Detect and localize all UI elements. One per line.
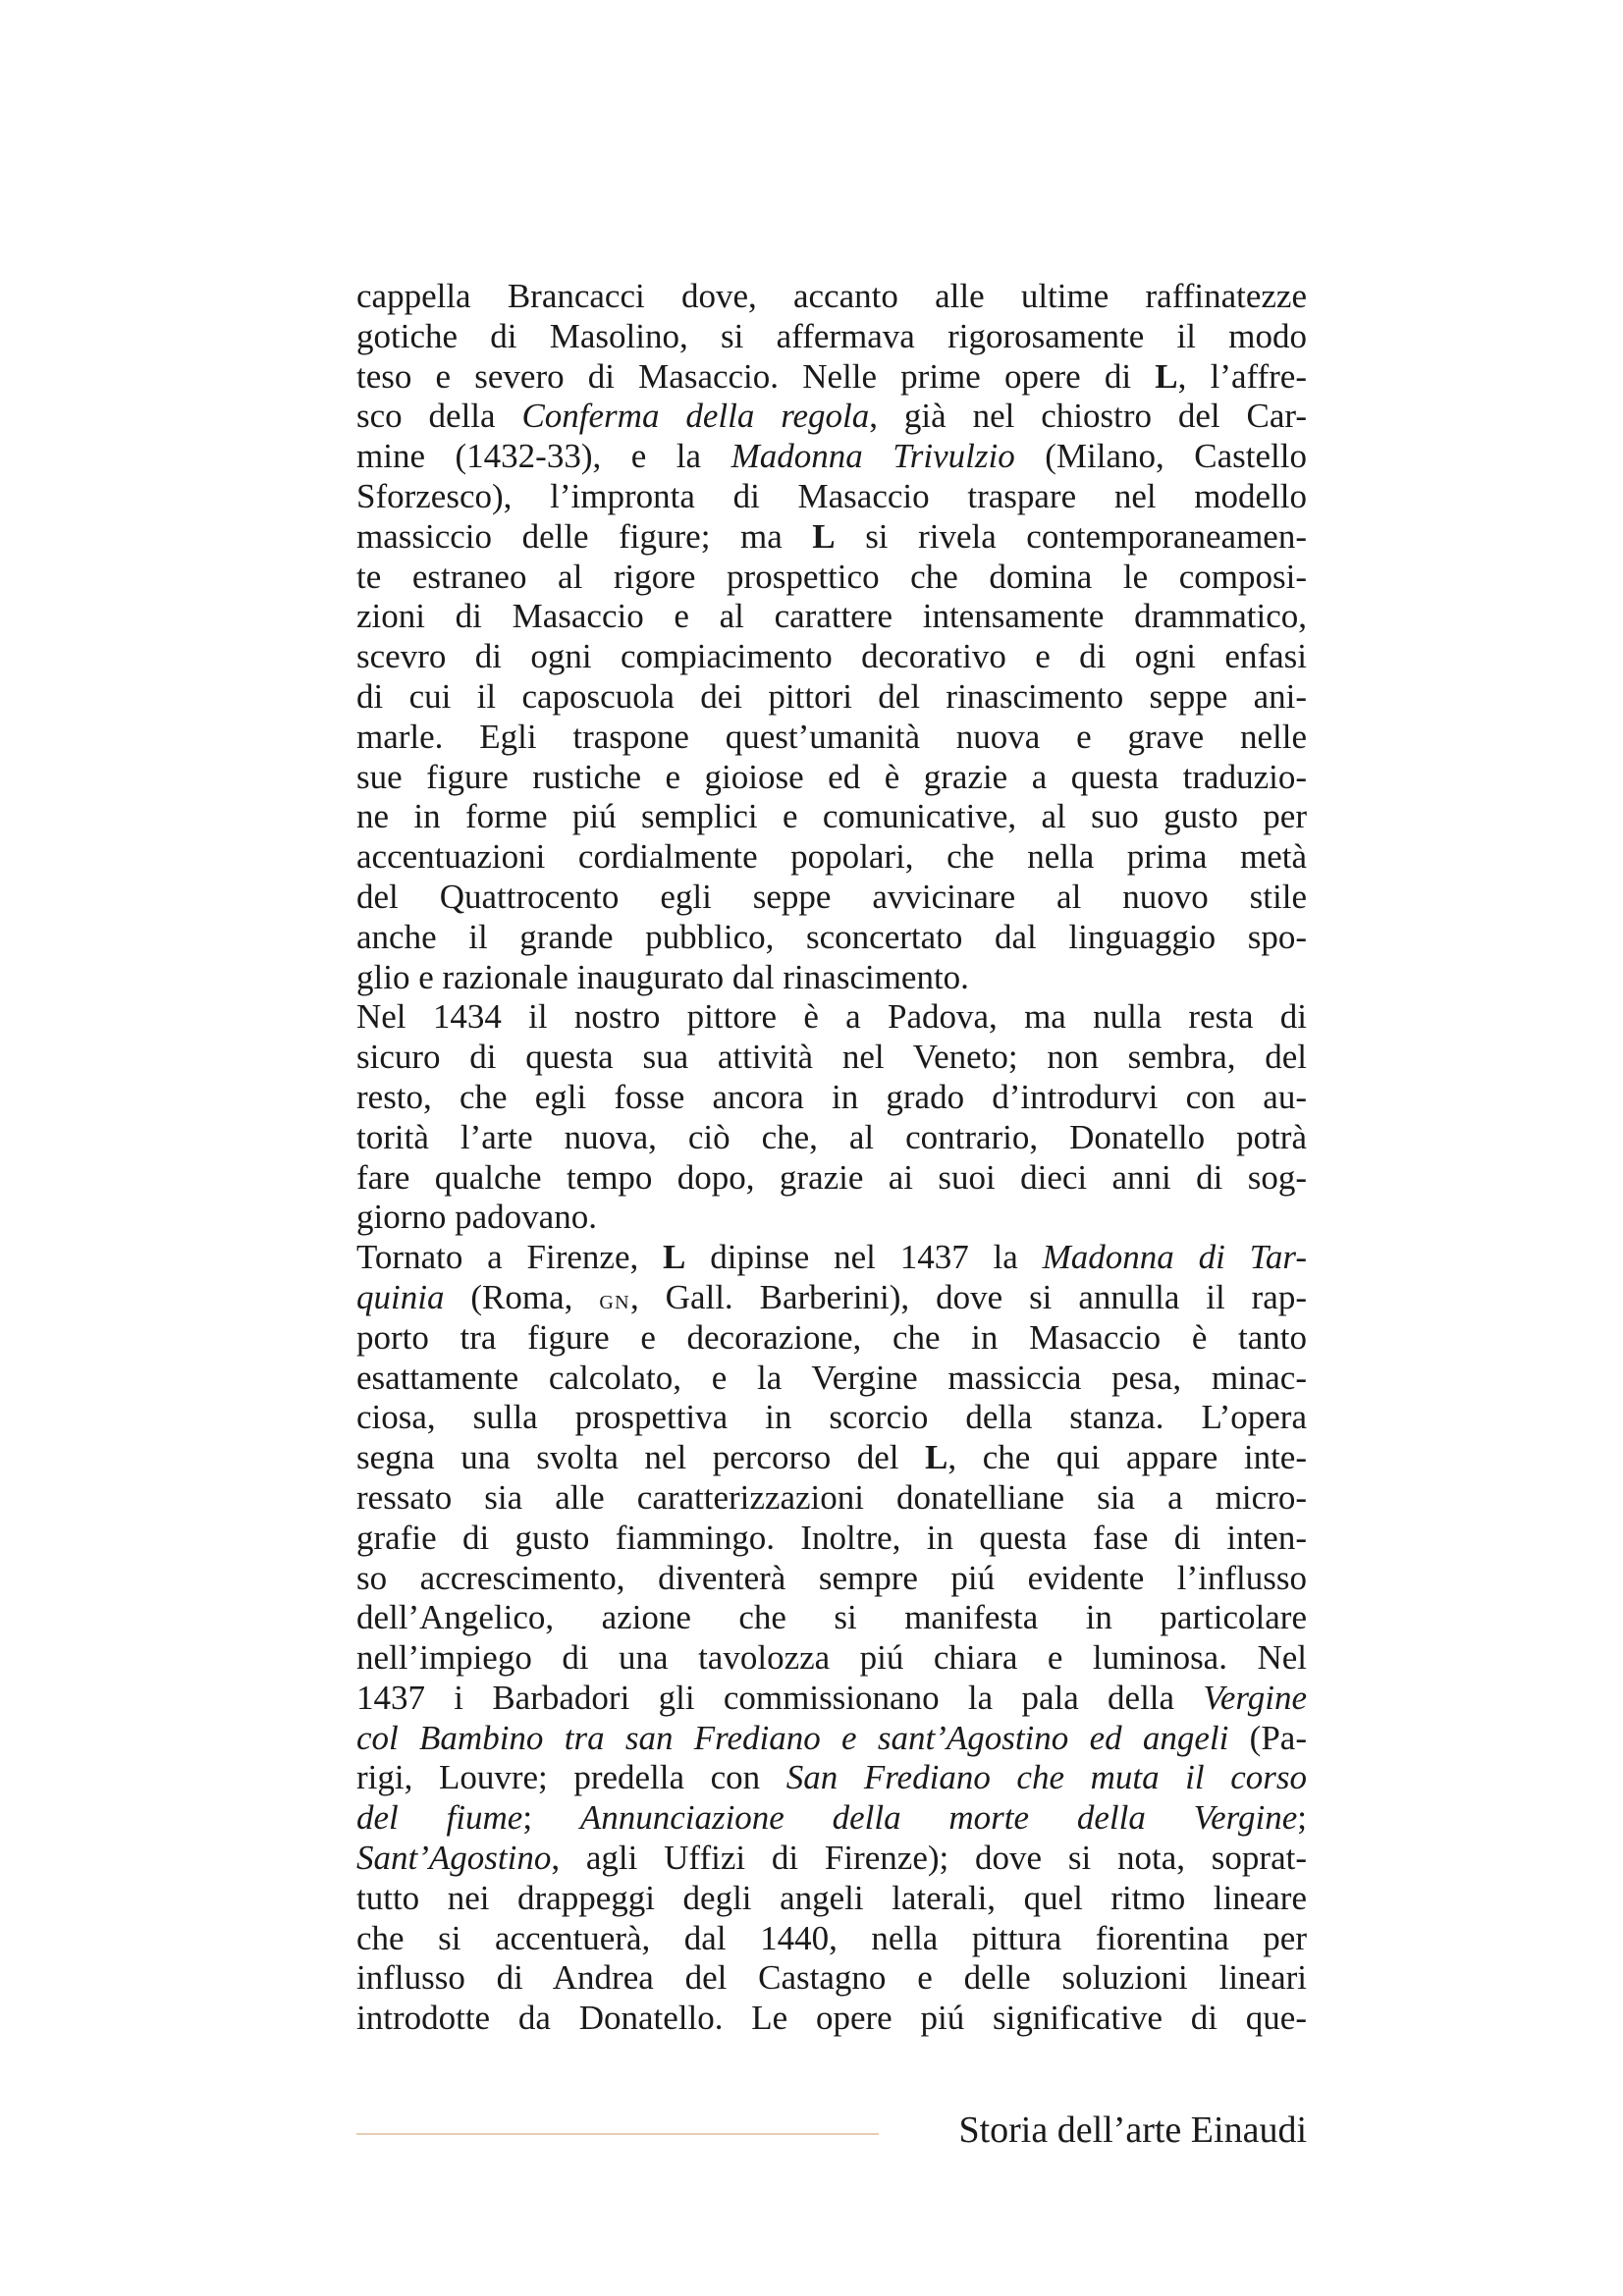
text-line [356,517,1307,558]
text-fragment: del fiume [356,1798,523,1838]
text-fragment: Annunciazione della morte della Vergine [579,1798,1298,1838]
text-line [356,1278,1307,1318]
text-fragment: ciosa, sulla prospettiva in scorcio della stanza. L’opera [356,1398,1307,1437]
text-fragment: segna una svolta nel percorso del [356,1438,926,1477]
text-line [356,1598,1307,1638]
text-fragment: gotiche di Masolino, si affermava rigorosamente il modo [356,316,1307,355]
text-fragment: L [812,516,836,556]
text-fragment: so accrescimento, diventerà sempre piú evidente l’influsso [356,1558,1307,1597]
text-line [356,837,1307,878]
text-fragment: ne in forme piú semplici e comunicative, al suo gusto per [356,797,1307,836]
text-fragment: giorno padovano. [356,1198,597,1237]
text-line [356,558,1307,598]
text-fragment: L [663,1238,686,1277]
text-line [356,918,1307,958]
text-fragment: ; [522,1798,580,1838]
text-fragment: sco della [356,397,522,436]
text-fragment: dipinse nel 1437 la [685,1238,1043,1277]
text-line [356,1398,1307,1438]
footer-rule [356,2133,879,2135]
text-fragment: Nel 1434 il nostro pittore è a Padova, ma nulla resta di [356,997,1307,1037]
text-line [356,277,1307,317]
text-line [356,1078,1307,1118]
text-fragment: Sforzesco), l’impronta di Masaccio traspare nel modello [356,476,1307,515]
text-fragment: esattamente calcolato, e la Vergine massiccia pesa, minac- [356,1358,1307,1397]
text-fragment: 1437 i Barbadori gli commissionano la pala della [356,1678,1204,1717]
text-line [356,1158,1307,1199]
text-fragment: gn [599,1284,630,1315]
text-line [356,1638,1307,1679]
text-line [356,797,1307,837]
text-fragment: dell’Angelico, azione che si manifesta in particolare [356,1598,1307,1637]
text-fragment: massiccio delle figure; ma [356,516,813,556]
text-fragment: ; [1297,1798,1307,1838]
text-fragment: Vergine [1203,1678,1307,1717]
text-fragment: accentuazioni cordialmente popolari, che nella prima metà [356,837,1307,877]
body-text [356,277,1307,2039]
text-fragment: San Frediano che muta il corso [785,1758,1307,1797]
text-line [356,1879,1307,1919]
text-line [356,1438,1307,1478]
text-fragment: quinia [356,1277,445,1316]
text-fragment: L [925,1438,948,1477]
text-fragment: tutto nei drappeggi degli angeli laterali, quel ritmo lineare [356,1878,1307,1917]
text-line [356,437,1307,477]
text-fragment: (Roma, [444,1277,600,1316]
text-fragment: anche il grande pubblico, sconcertato dal linguaggio spo- [356,917,1307,956]
text-fragment: marle. Egli traspone quest’umanità nuova e grave nelle [356,717,1307,756]
text-line [356,1118,1307,1158]
text-fragment: che si accentuerà, dal 1440, nella pittura fiorentina per [356,1918,1307,1957]
text-fragment: porto tra figure e decorazione, che in Masaccio è tanto [356,1317,1307,1357]
text-fragment: Tornato a Firenze, [356,1238,664,1277]
text-line [356,1238,1307,1278]
text-line [356,1559,1307,1599]
text-line [356,1758,1307,1798]
text-fragment: sue figure rustiche e gioiose ed è grazie a questa traduzio- [356,757,1307,796]
text-line [356,1519,1307,1559]
text-fragment: mine (1432-33), e la [356,437,731,476]
text-line [356,397,1307,437]
text-fragment: introdotte da Donatello. Le opere piú significative di que- [356,1999,1307,2038]
text-fragment: col Bambino tra san Frediano e sant’Agostino ed angeli [356,1718,1229,1757]
text-line [356,317,1307,357]
text-fragment: scevro di ogni compiacimento decorativo e di ogni enfasi [356,637,1307,676]
text-fragment: glio e razionale inaugurato dal rinascimento. [356,957,969,996]
text-line [356,677,1307,718]
text-line [356,597,1307,637]
text-fragment: , l’affre- [1177,356,1308,396]
text-line [356,1999,1307,2039]
text-line [356,997,1307,1038]
text-fragment: di cui il caposcuola dei pittori del rinascimento seppe ani- [356,676,1307,716]
text-fragment: (Pa- [1228,1718,1307,1757]
footer-title: Storia dell’arte Einaudi [958,2109,1307,2151]
text-line [356,1478,1307,1519]
text-line [356,1919,1307,1959]
text-line [356,1318,1307,1359]
text-fragment: ressato sia alle caratterizzazioni donatelliane sia a micro- [356,1477,1307,1517]
text-fragment: , già nel chiostro del Car- [869,397,1307,436]
text-fragment: , che qui appare inte- [947,1438,1307,1477]
text-fragment: rigi, Louvre; predella con [356,1758,786,1797]
text-fragment: (Milano, Castello [1014,437,1308,476]
text-fragment: sicuro di questa sua attività nel Veneto; non sembra, del [356,1038,1307,1077]
text-fragment: Madonna Trivulzio [730,437,1015,476]
text-line [356,1719,1307,1759]
text-line [356,637,1307,677]
text-fragment: grafie di gusto fiammingo. Inoltre, in questa fase di inten- [356,1518,1307,1557]
text-fragment: fare qualche tempo dopo, grazie ai suoi dieci anni di sog- [356,1157,1307,1197]
text-fragment: te estraneo al rigore prospettico che domina le composi- [356,557,1307,596]
text-fragment: Sant’Agostino [356,1839,552,1878]
text-fragment: zioni di Masaccio e al carattere intensamente drammatico, [356,597,1307,636]
text-line [356,1198,1307,1238]
text-line [356,758,1307,798]
text-fragment: teso e severo di Masaccio. Nelle prime opere di [356,356,1156,396]
text-fragment: , Gall. Barberini), dove si annulla il rap- [630,1277,1307,1316]
text-line [356,357,1307,398]
text-fragment: torità l’arte nuova, ciò che, al contrario, Donatello potrà [356,1117,1307,1156]
text-line [356,1958,1307,1999]
text-fragment: del Quattrocento egli seppe avvicinare al nuovo stile [356,877,1307,916]
text-fragment: resto, che egli fosse ancora in grado d’introdurvi con au- [356,1077,1307,1116]
text-line [356,1798,1307,1839]
text-fragment: influsso di Andrea del Castagno e delle soluzioni lineari [356,1958,1307,1998]
text-fragment: Conferma della regola [521,397,870,436]
text-line [356,477,1307,517]
text-fragment: , agli Uffizi di Firenze); dove si nota, soprat- [551,1839,1307,1878]
text-fragment: Madonna di Tar- [1042,1238,1307,1277]
text-line [356,958,1307,998]
text-fragment: si rivela contemporaneamen- [835,516,1307,556]
text-line [356,718,1307,758]
text-fragment: L [1155,356,1178,396]
text-fragment: cappella Brancacci dove, accanto alle ultime raffinatezze [356,277,1307,315]
text-line [356,878,1307,918]
text-line [356,1679,1307,1719]
text-line [356,1839,1307,1879]
text-line [356,1038,1307,1078]
text-line [356,1359,1307,1399]
text-fragment: nell’impiego di una tavolozza piú chiara e luminosa. Nel [356,1638,1307,1678]
